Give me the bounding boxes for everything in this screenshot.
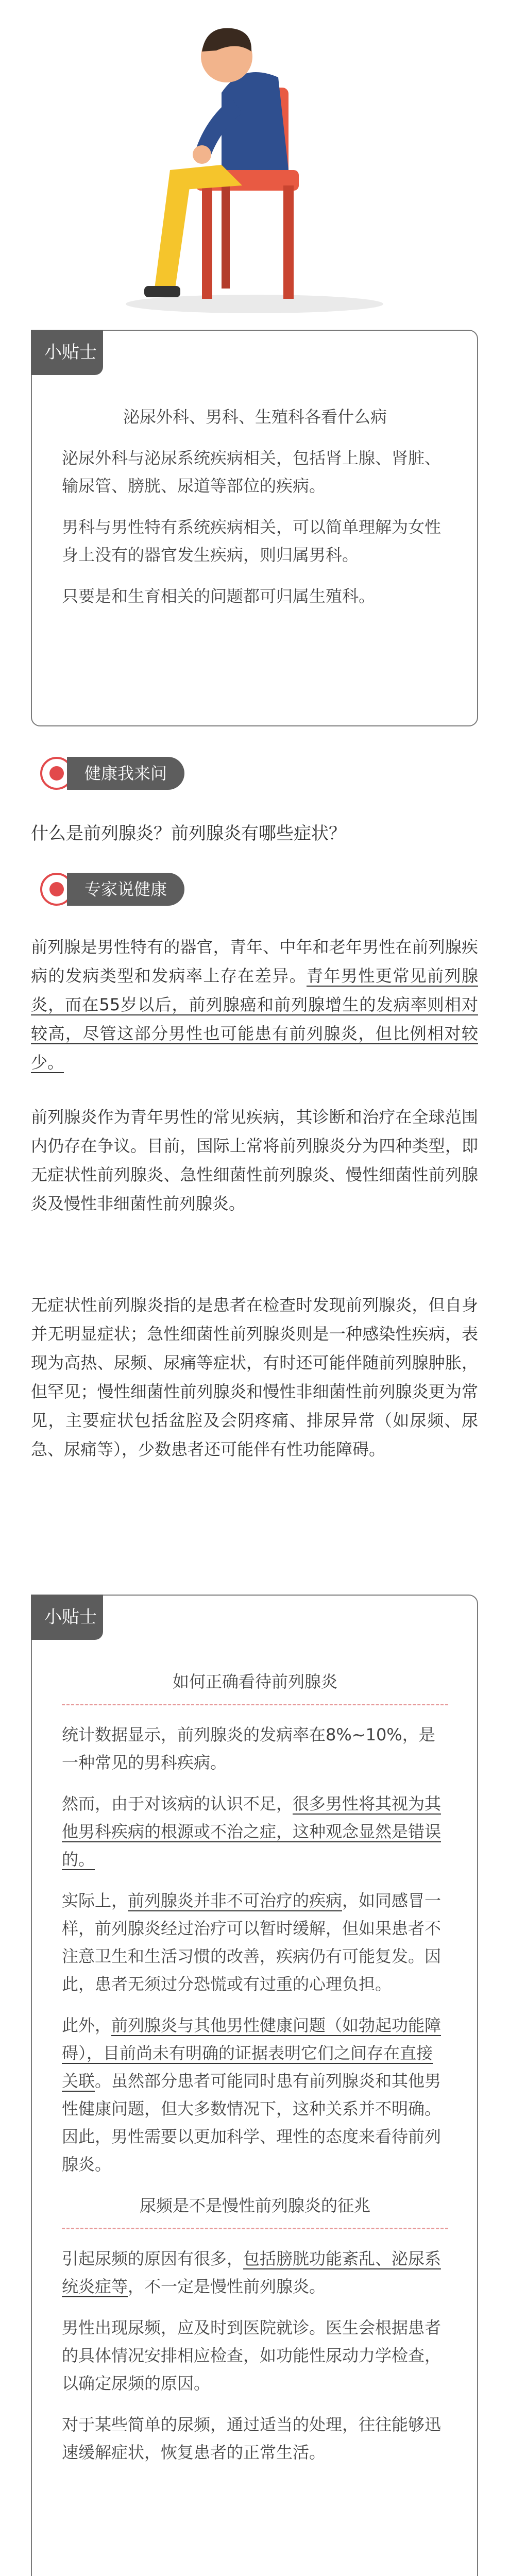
question-text: 什么是前列腺炎？前列腺炎有哪些症状？ [31,823,346,844]
tip-card-2 [31,1595,478,2576]
man-sitting-on-chair-illustration [0,0,509,319]
answer-paragraph: 前列腺是男性特有的器官，青年、中年和老年男性在前列腺疾病的发病类型和发病率上存在差异。青年男性更常见前列腺炎，而在55岁以后，前列腺癌和前列腺增生的发病率则相对较高，尽管这部分男性也可能患有前列腺炎，但比例相对较少。 [31,937,478,1072]
tip-tag: 小贴士 [31,1595,103,1640]
tip2-subtitle: 尿频是不是慢性前列腺炎的征兆 [139,2196,370,2215]
tip-tag: 小贴士 [31,330,103,375]
dashed-divider [62,2228,448,2229]
tip2-paragraph: 然而，由于对该病的认识不足，很多男性将其视为其他男科疾病的根源或不治之症，这种观念显然是错误的。 [62,1794,442,1869]
tip2-paragraph: 实际上，前列腺炎并非不可治疗的疾病，如同感冒一样，前列腺炎经过治疗可以暂时缓解，但如果患者不注意卫生和生活习惯的改善，疾病仍有可能复发。因此，患者无须过分恐慌或有过重的心理负担。 [62,1891,442,1994]
answer-paragraph: 无症状性前列腺炎指的是患者在检查时发现前列腺炎，但自身并无明显症状；急性细菌性前列腺炎则是一种感染性疾病，表现为高热、尿频、尿痛等症状，有时还可能伴随前列腺肿胀，但罕见；慢性细菌性前列腺炎和慢性非细菌性前列腺炎更为常见，主要症状包括盆腔及会阴疼痛、排尿异常（如尿频、尿急、尿痛等），少数患者还可能伴有性功能障碍。 [31,1295,478,1459]
tip2-paragraph: 引起尿频的原因有很多，包括膀胱功能紊乱、泌尿系统炎症等，不一定是慢性前列腺炎。 [62,2249,442,2296]
tip-card-1 [31,330,478,726]
tip2-paragraph: 对于某些简单的尿频，通过适当的处理，往往能够迅速缓解症状，恢复患者的正常生活。 [62,2415,442,2462]
ask-badge: 健康我来问 [31,755,247,796]
tip1-title: 泌尿外科、男科、生殖科各看什么病 [123,407,387,427]
tip2-paragraph: 男性出现尿频，应及时到医院就诊。医生会根据患者的具体情况安排相应检查，如功能性尿动力学检查，以确定尿频的原因。 [62,2318,442,2393]
tip2-paragraph: 此外，前列腺炎与其他男性健康问题（如勃起功能障碍），目前尚未有明确的证据表明它们之间存在直接关联。虽然部分患者可能同时患有前列腺炎和其他男性健康问题，但大多数情况下，这种关系并不明确。因此，男性需要以更加科学、理性的态度来看待前列腺炎。 [62,2015,442,2174]
tip1-paragraph: 只要是和生育相关的问题都可归属生殖科。 [62,586,376,606]
tip2-title: 如何正确看待前列腺炎 [172,1672,337,1691]
dashed-divider [62,1704,448,1705]
tip2-paragraph: 统计数据显示，前列腺炎的发病率在8%~10%，是一种常见的男科疾病。 [62,1725,435,1772]
expert-badge: 专家说健康 [31,871,247,912]
tip1-paragraph: 泌尿外科与泌尿系统疾病相关，包括肾上腺、肾脏、输尿管、膀胱、尿道等部位的疾病。 [62,448,442,496]
tip1-paragraph: 男科与男性特有系统疾病相关，可以简单理解为女性身上没有的器官发生疾病，则归属男科。 [62,517,442,565]
answer-paragraph: 前列腺炎作为青年男性的常见疾病，其诊断和治疗在全球范围内仍存在争议。目前，国际上常将前列腺炎分为四种类型，即无症状性前列腺炎、急性细菌性前列腺炎、慢性细菌性前列腺炎及慢性非细菌性前列腺炎。 [31,1107,478,1213]
